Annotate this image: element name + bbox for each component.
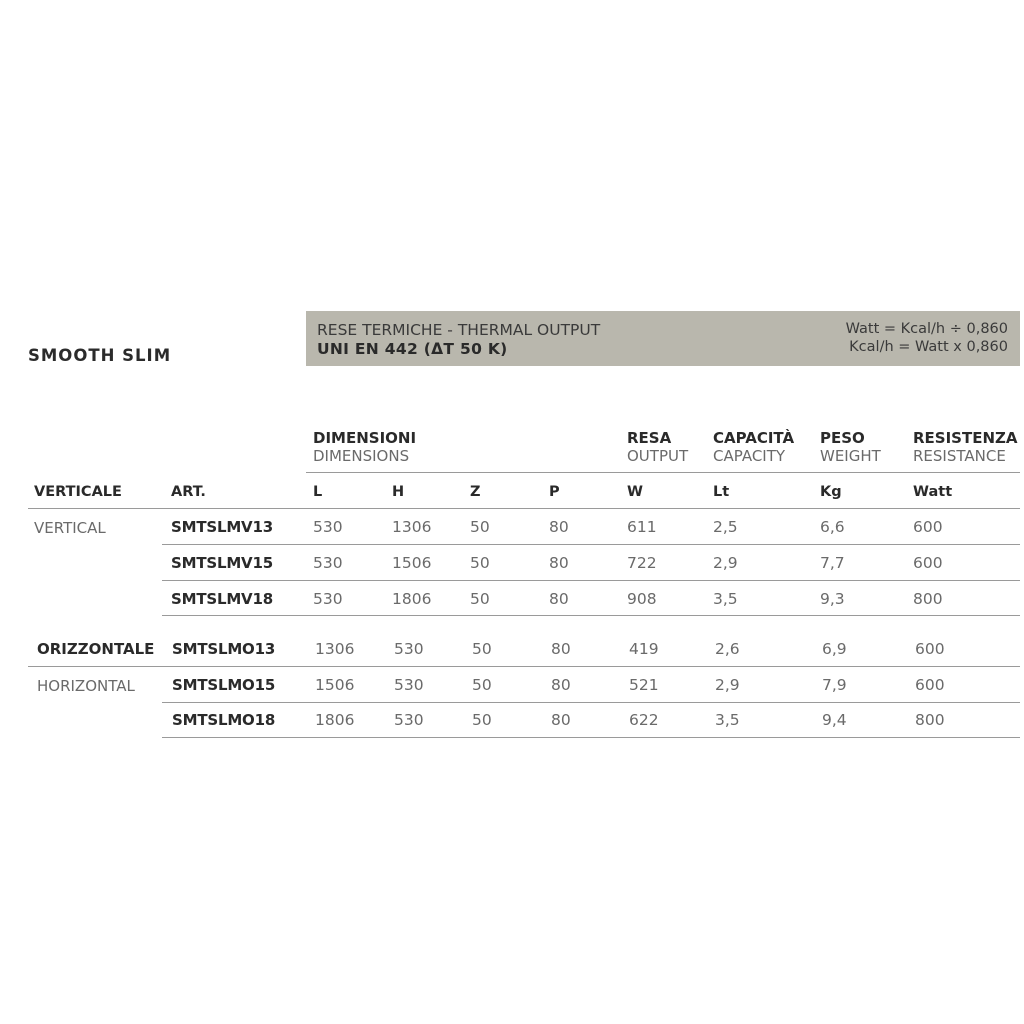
banner-standard-label: UNI EN 442 (ΔT 50 K) bbox=[317, 340, 508, 358]
cell-z: 50 bbox=[470, 518, 490, 536]
art-code: SMTSLMO15 bbox=[172, 676, 276, 694]
cell-kg: 7,7 bbox=[820, 554, 845, 572]
cell-w: 419 bbox=[629, 640, 659, 658]
vertical-label-en: VERTICAL bbox=[34, 519, 106, 537]
cell-z: 50 bbox=[472, 640, 492, 658]
header-rule bbox=[306, 472, 1020, 473]
unit-art: ART. bbox=[171, 484, 206, 500]
cell-watt: 800 bbox=[913, 590, 943, 608]
cell-h: 530 bbox=[394, 640, 424, 658]
cell-watt: 600 bbox=[913, 554, 943, 572]
unit-lt: Lt bbox=[713, 484, 730, 500]
cell-kg: 9,4 bbox=[822, 711, 847, 729]
header-weight-it: PESO bbox=[820, 429, 865, 447]
header-capacity-en: CAPACITY bbox=[713, 447, 786, 465]
cell-watt: 600 bbox=[913, 518, 943, 536]
cell-w: 611 bbox=[627, 518, 657, 536]
cell-l: 530 bbox=[313, 554, 343, 572]
cell-p: 80 bbox=[551, 711, 571, 729]
header-weight-en: WEIGHT bbox=[820, 447, 881, 465]
banner-conversion-watt: Watt = Kcal/h ÷ 0,860 bbox=[845, 321, 1008, 337]
cell-l: 1306 bbox=[315, 640, 355, 658]
cell-h: 1506 bbox=[392, 554, 432, 572]
cell-l: 530 bbox=[313, 590, 343, 608]
unit-kg: Kg bbox=[820, 484, 842, 500]
art-code: SMTSLMV18 bbox=[171, 590, 273, 608]
banner-conversion-kcal: Kcal/h = Watt x 0,860 bbox=[849, 339, 1008, 355]
row-rule bbox=[162, 615, 1020, 616]
thermal-output-banner bbox=[306, 311, 1020, 366]
units-rule bbox=[28, 508, 1020, 509]
cell-w: 622 bbox=[629, 711, 659, 729]
cell-p: 80 bbox=[551, 640, 571, 658]
header-output-it: RESA bbox=[627, 429, 672, 447]
row-rule bbox=[162, 580, 1020, 581]
unit-h: H bbox=[392, 484, 405, 500]
cell-lt: 3,5 bbox=[715, 711, 740, 729]
cell-z: 50 bbox=[472, 676, 492, 694]
cell-z: 50 bbox=[472, 711, 492, 729]
cell-p: 80 bbox=[551, 676, 571, 694]
header-output-en: OUTPUT bbox=[627, 447, 689, 465]
unit-category: VERTICALE bbox=[34, 484, 122, 500]
cell-p: 80 bbox=[549, 518, 569, 536]
art-code: SMTSLMV13 bbox=[171, 518, 273, 536]
unit-watt: Watt bbox=[913, 484, 953, 500]
header-capacity-it: CAPACITÀ bbox=[713, 429, 795, 447]
cell-kg: 6,6 bbox=[820, 518, 845, 536]
cell-lt: 2,9 bbox=[715, 676, 740, 694]
cell-p: 80 bbox=[549, 590, 569, 608]
cell-w: 722 bbox=[627, 554, 657, 572]
header-dimensions-en: DIMENSIONS bbox=[313, 447, 410, 465]
unit-w: W bbox=[627, 484, 643, 500]
art-code: SMTSLMV15 bbox=[171, 554, 273, 572]
cell-kg: 7,9 bbox=[822, 676, 847, 694]
cell-watt: 600 bbox=[915, 676, 945, 694]
cell-l: 530 bbox=[313, 518, 343, 536]
cell-lt: 3,5 bbox=[713, 590, 738, 608]
horizontal-label-en: HORIZONTAL bbox=[37, 677, 135, 695]
cell-l: 1506 bbox=[315, 676, 355, 694]
cell-watt: 800 bbox=[915, 711, 945, 729]
art-code: SMTSLMO13 bbox=[172, 640, 276, 658]
cell-z: 50 bbox=[470, 554, 490, 572]
banner-thermal-output-label: RESE TERMICHE - THERMAL OUTPUT bbox=[317, 321, 601, 339]
product-title: SMOOTH SLIM bbox=[28, 346, 172, 365]
cell-w: 521 bbox=[629, 676, 659, 694]
horizontal-label-it: ORIZZONTALE bbox=[37, 640, 155, 658]
cell-lt: 2,6 bbox=[715, 640, 740, 658]
cell-lt: 2,9 bbox=[713, 554, 738, 572]
unit-z: Z bbox=[470, 484, 481, 500]
cell-z: 50 bbox=[470, 590, 490, 608]
unit-l: L bbox=[313, 484, 323, 500]
cell-watt: 600 bbox=[915, 640, 945, 658]
header-resistance-it: RESISTENZA bbox=[913, 429, 1018, 447]
cell-h: 530 bbox=[394, 676, 424, 694]
header-resistance-en: RESISTANCE bbox=[913, 447, 1006, 465]
row-rule bbox=[162, 737, 1020, 738]
cell-p: 80 bbox=[549, 554, 569, 572]
row-rule bbox=[162, 702, 1020, 703]
cell-lt: 2,5 bbox=[713, 518, 738, 536]
cell-w: 908 bbox=[627, 590, 657, 608]
cell-h: 1806 bbox=[392, 590, 432, 608]
cell-l: 1806 bbox=[315, 711, 355, 729]
horizontal-group-rule bbox=[28, 666, 1020, 667]
cell-h: 1306 bbox=[392, 518, 432, 536]
cell-kg: 9,3 bbox=[820, 590, 845, 608]
header-dimensions-it: DIMENSIONI bbox=[313, 429, 417, 447]
cell-h: 530 bbox=[394, 711, 424, 729]
art-code: SMTSLMO18 bbox=[172, 711, 276, 729]
row-rule bbox=[162, 544, 1020, 545]
cell-kg: 6,9 bbox=[822, 640, 847, 658]
unit-p: P bbox=[549, 484, 560, 500]
